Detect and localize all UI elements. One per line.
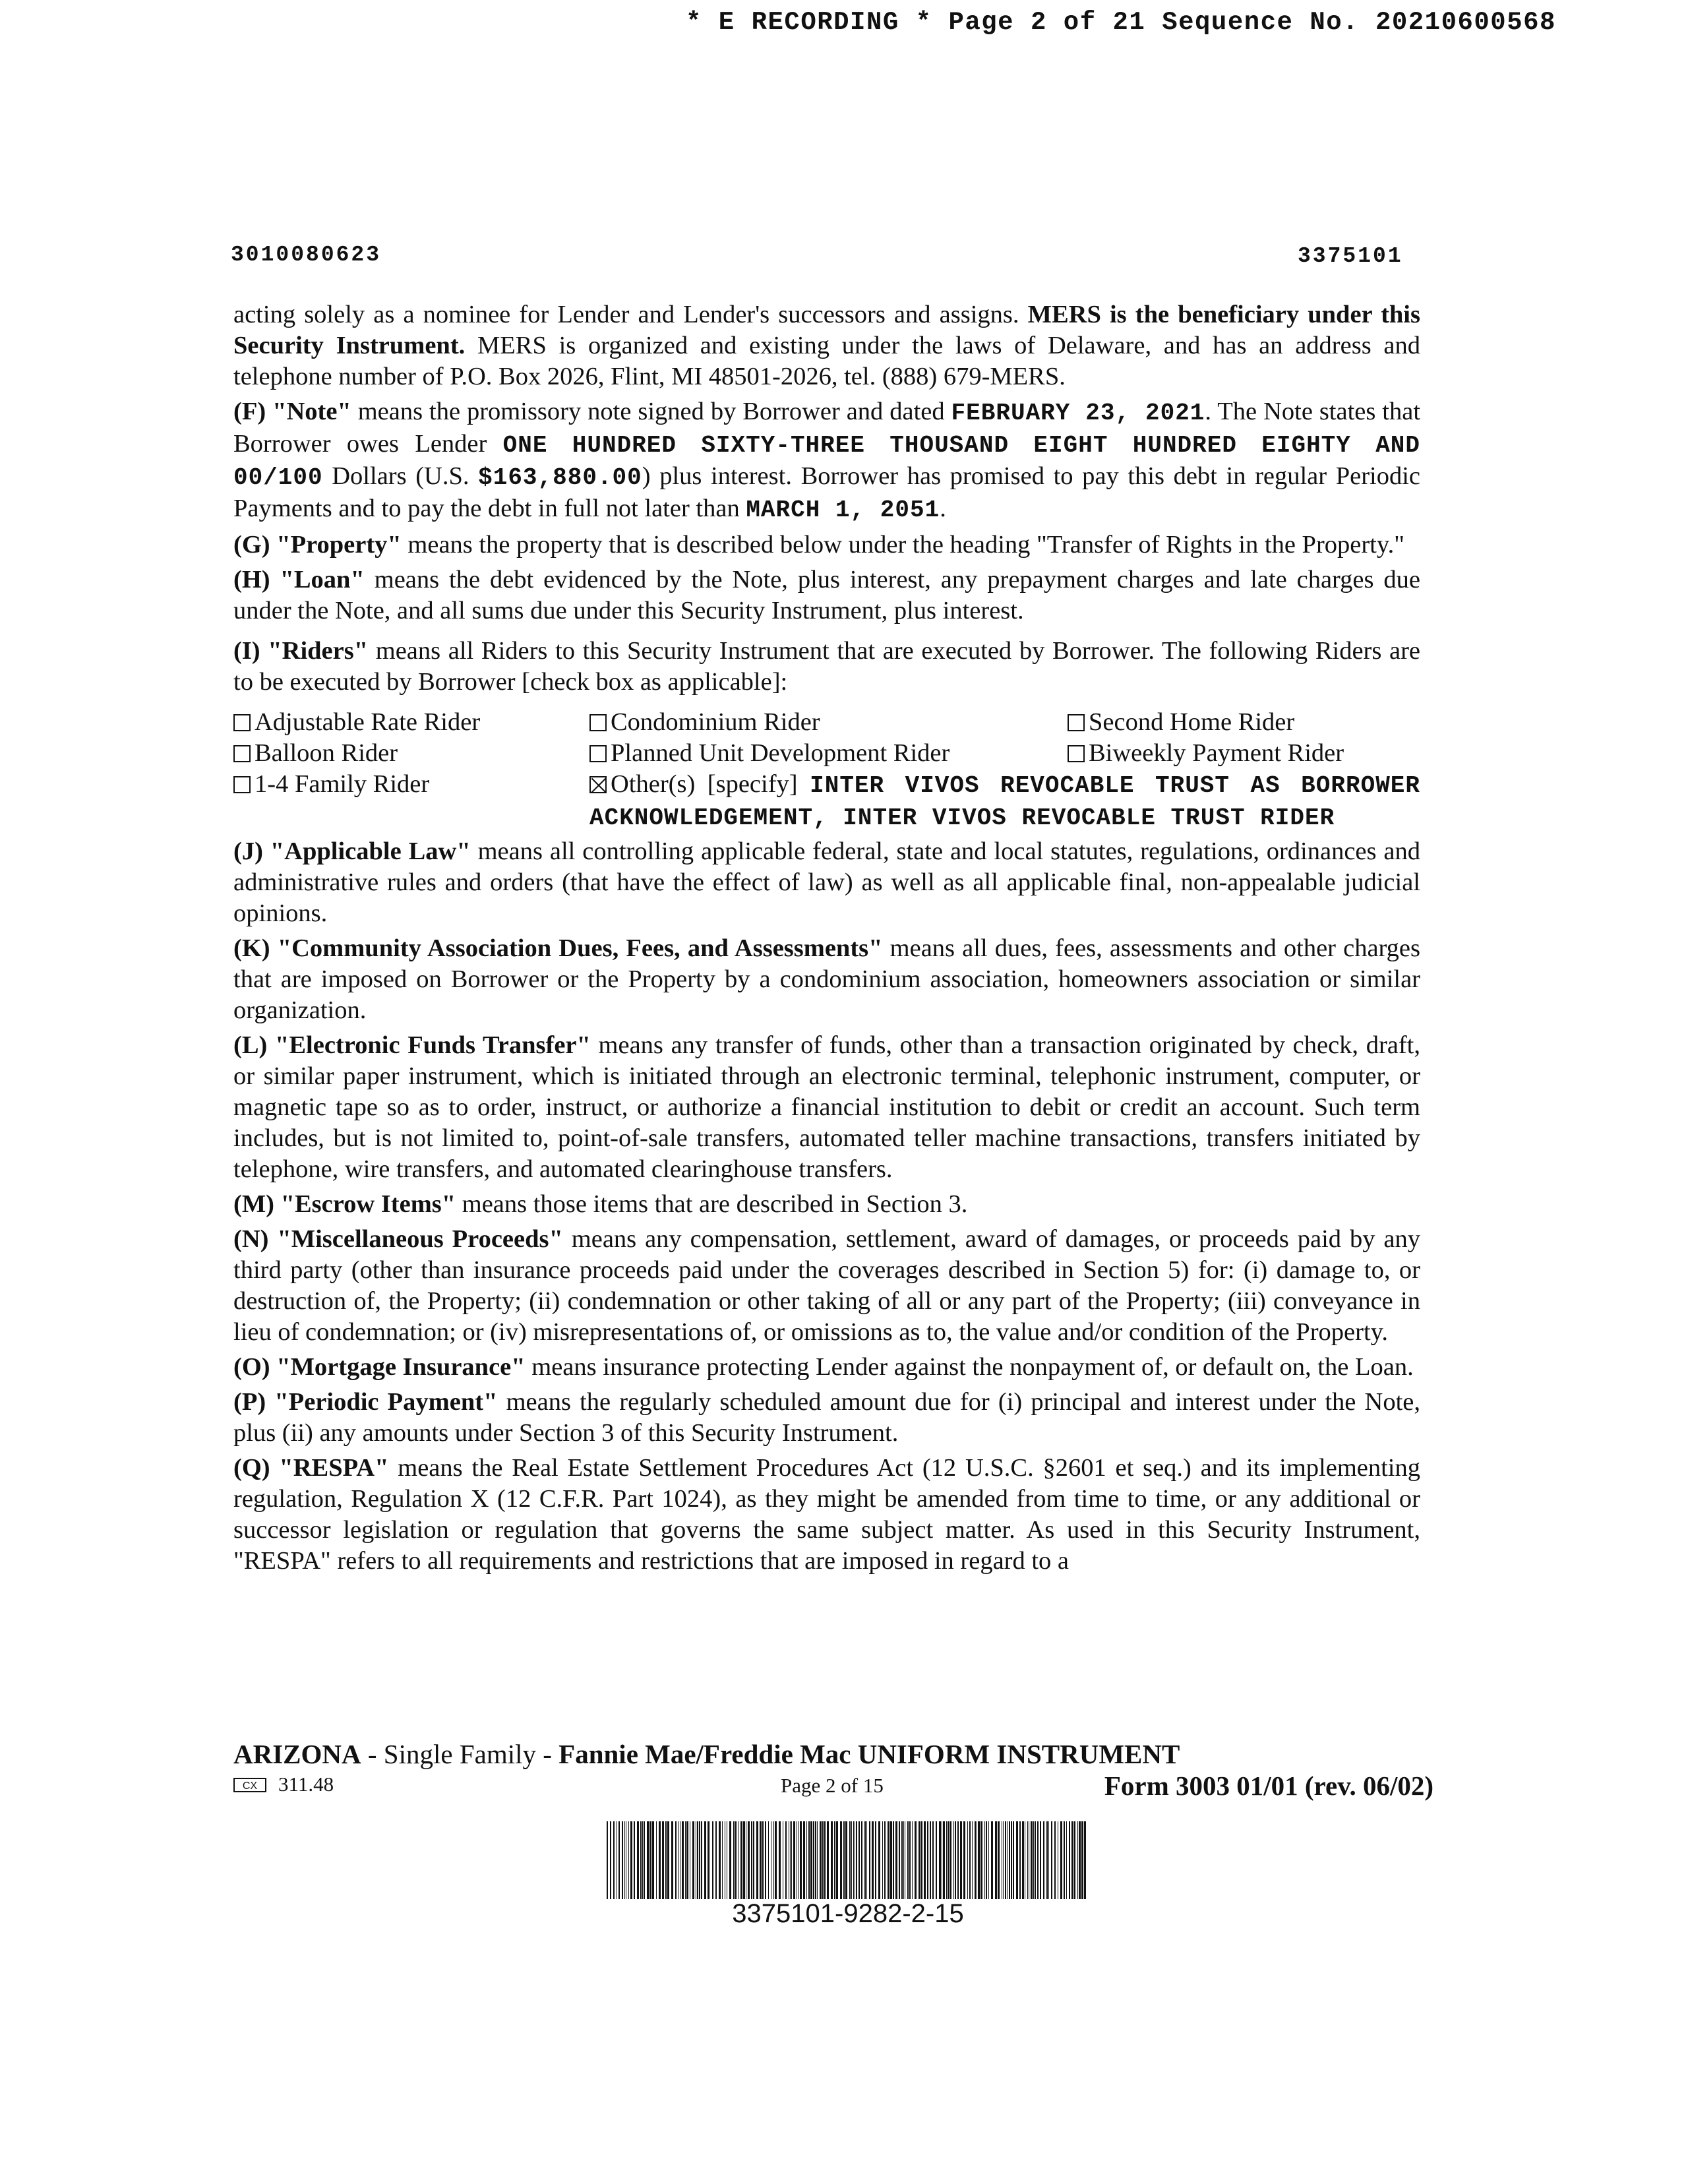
document-body	[233, 299, 1420, 1581]
paragraph-note	[233, 396, 1420, 526]
misc-proceeds-text: means any compensation, settlement, award of damages, or proceeds paid by any third party (other than insurance proceeds paid under the coverages described in Section 5) for: (i) damage to, or destruction of, the Property; (ii) condemnation or other taking of all or any part of the Property; (iii) conveyance in lieu of condemnation; or (iv) misrepresentations of, or omissions as to, the value and/or condition of the Property.	[233, 1225, 1420, 1346]
term-periodic-payment: (P) "Periodic Payment"	[233, 1388, 498, 1416]
footer-sep: - Single Family -	[361, 1739, 559, 1769]
term-riders: (I) "Riders"	[233, 637, 369, 665]
term-loan: (H) "Loan"	[233, 566, 365, 593]
term-applicable-law: (J) "Applicable Law"	[233, 837, 471, 865]
riders-checklist	[233, 707, 1420, 834]
paragraph-respa	[233, 1453, 1420, 1577]
loan-number-left: 3010080623	[231, 243, 382, 267]
eft-text: means any transfer of funds, other than a transaction originated by check, draft, or similar paper instrument, which is initiated through an electronic terminal, telephonic instrument, computer, or magnetic tape so as to order, instruct, or authorize a financial institution to debit or credit an account. Such term includes, but is not limited to, point-of-sale transfers, automated teller machine transactions, transfers initiated by telephone, wire transfers, and automated clearinghouse transfers.	[233, 1031, 1420, 1183]
paragraph-applicable-law	[233, 836, 1420, 929]
loan-text: means the debt evidenced by the Note, plus interest, any prepayment charges and late charges due under the Note, and all sums due under this Security Instrument, plus interest.	[233, 566, 1420, 624]
periodic-payment-text: means the regularly scheduled amount due for (i) principal and interest under the Note, plus (ii) any amounts under Section 3 of this Security Instrument.	[233, 1388, 1420, 1447]
note-amount: $163,880.00	[478, 464, 642, 491]
term-community-association: (K) "Community Association Dues, Fees, and Assessments"	[233, 934, 883, 962]
paragraph-escrow-items	[233, 1189, 1420, 1220]
note-text-b: . The Note states that Borrower owes Lender	[233, 398, 1421, 458]
term-property: (G) "Property"	[233, 531, 402, 559]
mers-text-a: acting solely as a nominee for Lender and Lender's successors and assigns.	[233, 301, 1028, 328]
rider-other-value: INTER VIVOS REVOCABLE TRUST AS BORROWER ACKNOWLEDGEMENT, INTER VIVOS REVOCABLE TRUST RIDER	[589, 772, 1420, 832]
rider-adjustable-rate: Adjustable Rate Rider	[255, 708, 481, 736]
barcode-image	[607, 1821, 1089, 1899]
checkbox-pud[interactable]	[589, 745, 607, 762]
paragraph-periodic-payment	[233, 1387, 1420, 1449]
footer-instrument: Fannie Mae/Freddie Mac UNIFORM INSTRUMENT	[558, 1739, 1180, 1769]
paragraph-eft	[233, 1030, 1420, 1185]
footer-form-line	[233, 1773, 1433, 1802]
applicable-law-text: means all controlling applicable federal, state and local statutes, regulations, ordinances and administrative rules and orders (that have the effect of law) as well as all applicable final, non-appealable judicial opinions.	[233, 837, 1420, 927]
paragraph-loan	[233, 564, 1420, 626]
term-escrow-items: (M) "Escrow Items"	[233, 1190, 456, 1218]
loan-number-right: 3375101	[1298, 244, 1403, 268]
note-text-a: means the promissory note signed by Borrower and dated	[351, 398, 951, 425]
respa-text: means the Real Estate Settlement Procedures Act (12 U.S.C. §2601 et seq.) and its implementing regulation, Regulation X (12 C.F.R. Part 1024), as they might be amended from time to time, or any additional or successor legislation or regulation that governs the same subject matter. As used in this Security Instrument, "RESPA" refers to all requirements and restrictions that are imposed in regard to a	[233, 1454, 1420, 1575]
barcode-number: 3375101-9282-2-15	[732, 1899, 964, 1928]
rider-pud: Planned Unit Development Rider	[611, 739, 950, 767]
mers-beneficiary-statement: MERS is the beneficiary under this Security Instrument.	[233, 301, 1420, 359]
paragraph-misc-proceeds	[233, 1224, 1420, 1348]
form-code-icon: CX	[233, 1778, 266, 1792]
paragraph-mortgage-insurance	[233, 1352, 1420, 1383]
escrow-items-text: means those items that are described in Section 3.	[456, 1190, 968, 1218]
mortgage-insurance-text: means insurance protecting Lender against the nonpayment of, or default on, the Loan.	[525, 1353, 1414, 1381]
form-number: Form 3003 01/01 (rev. 06/02)	[1104, 1771, 1433, 1801]
footer-state: ARIZONA	[233, 1739, 361, 1769]
paragraph-community-association	[233, 933, 1420, 1026]
note-text-e: .	[940, 495, 946, 522]
term-mortgage-insurance: (O) "Mortgage Insurance"	[233, 1353, 526, 1381]
riders-text: means all Riders to this Security Instrument that are executed by Borrower. The following Riders are to be executed by Borrower [check box as applicable]:	[233, 637, 1421, 696]
checkbox-biweekly[interactable]	[1068, 745, 1085, 762]
rider-condominium: Condominium Rider	[611, 708, 820, 736]
footer-title	[233, 1738, 1180, 1770]
rider-1-4-family: 1-4 Family Rider	[255, 770, 430, 798]
note-maturity-date: MARCH 1, 2051	[746, 497, 940, 524]
checkbox-adjustable-rate[interactable]	[233, 714, 251, 731]
paragraph-mers	[233, 299, 1420, 392]
community-association-text: means all dues, fees, assessments and other charges that are imposed on Borrower or the Property by a condominium association, homeowners association or similar organization.	[233, 934, 1421, 1024]
term-eft: (L) "Electronic Funds Transfer"	[233, 1031, 591, 1059]
form-code: 311.48	[278, 1773, 334, 1796]
checkbox-second-home[interactable]	[1068, 714, 1085, 731]
term-misc-proceeds: (N) "Miscellaneous Proceeds"	[233, 1225, 563, 1253]
checkbox-condominium[interactable]	[589, 714, 607, 731]
paragraph-riders	[233, 636, 1420, 698]
paragraph-property	[233, 530, 1420, 561]
note-amount-words: ONE HUNDRED SIXTY-THREE THOUSAND EIGHT HUNDRED EIGHTY AND 00/100	[233, 432, 1421, 491]
page-indicator: Page 2 of 15	[781, 1774, 884, 1797]
recording-header: * E RECORDING * Page 2 of 21 Sequence No. 20210600568	[686, 8, 1556, 37]
rider-biweekly: Biweekly Payment Rider	[1089, 739, 1344, 767]
note-text-c: Dollars (U.S.	[322, 462, 479, 490]
rider-second-home: Second Home Rider	[1089, 708, 1295, 736]
checkbox-balloon[interactable]	[233, 745, 251, 762]
property-text: means the property that is described below under the heading "Transfer of Rights in the Property."	[401, 531, 1404, 559]
note-text-d: ) plus interest. Borrower has promised to pay this debt in regular Periodic Payments and to pay the debt in full not later than	[233, 462, 1421, 522]
rider-balloon: Balloon Rider	[255, 739, 398, 767]
mers-text-c: MERS is organized and existing under the laws of Delaware, and has an address and telephone number of P.O. Box 2026, Flint, MI 48501-2026, tel. (888) 679-MERS.	[233, 332, 1420, 390]
term-respa: (Q) "RESPA"	[233, 1454, 389, 1482]
checkbox-other-checked[interactable]	[589, 776, 607, 793]
checkbox-1-4-family[interactable]	[233, 776, 251, 793]
rider-other-label: Other(s) [specify]	[611, 770, 798, 798]
term-note: (F) "Note"	[233, 398, 351, 425]
note-date: FEBRUARY 23, 2021	[951, 400, 1205, 427]
